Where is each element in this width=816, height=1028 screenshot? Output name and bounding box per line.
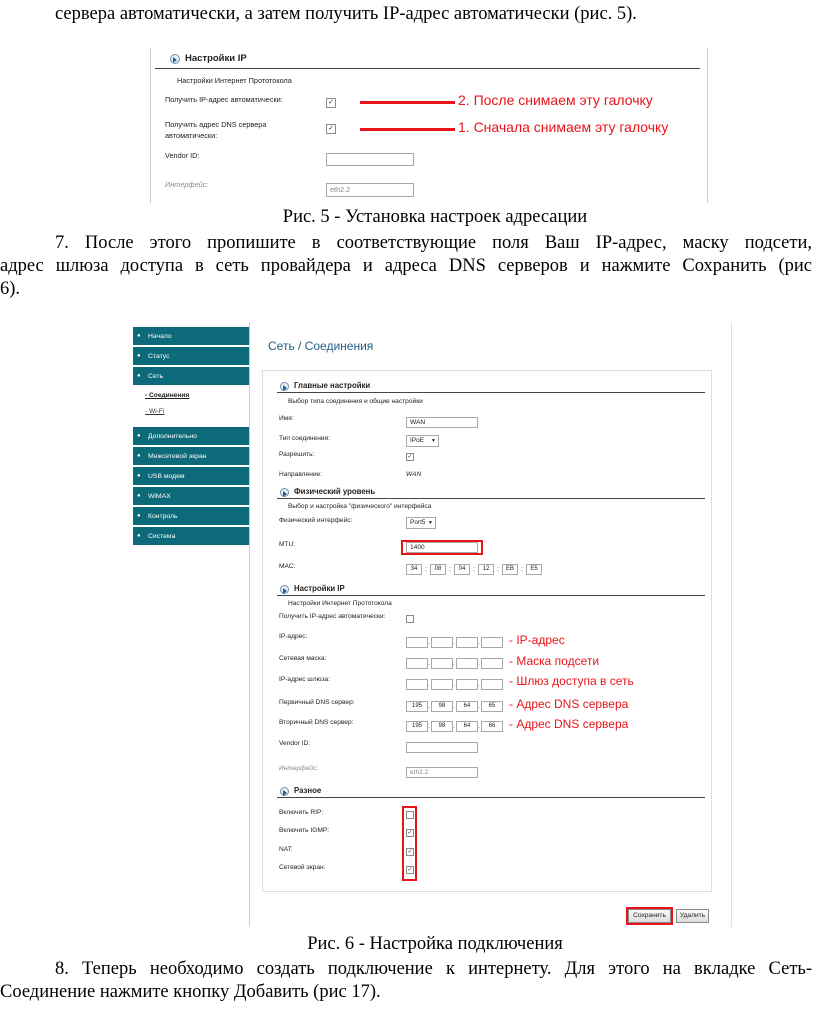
ip-octet[interactable]: [431, 637, 453, 648]
phys-iface-label: Физический интерфейс:: [279, 517, 353, 524]
main-settings-title: Главные настройки: [294, 381, 371, 390]
main-settings-subtitle: Выбор типа соединения и общие настройки: [288, 398, 423, 405]
mtu-label: MTU:: [279, 541, 296, 548]
mask-octet[interactable]: [481, 658, 503, 669]
dns2-octet[interactable]: 195: [406, 721, 428, 732]
section-arrow-icon: [280, 787, 289, 796]
dns1-octet[interactable]: 65: [481, 701, 503, 712]
dns2-label: Вторичный DNS сервер:: [279, 719, 354, 726]
vendor-id-input[interactable]: [406, 742, 478, 753]
nav-start[interactable]: ● Начало: [133, 327, 249, 346]
phys-title: Физический уровень: [294, 487, 376, 496]
nav-system[interactable]: ● Система: [133, 527, 249, 546]
paragraph-7: 7. После этого пропишите в соответствующие поля Ваш IP-адрес, маску подсети,: [55, 233, 812, 253]
dns2-octet[interactable]: 98: [431, 721, 453, 732]
caption-fig5: Рис. 5 - Установка настроек адресации: [282, 207, 588, 227]
nav-network[interactable]: ● Сеть: [133, 367, 249, 386]
ip-octet[interactable]: [406, 637, 428, 648]
gateway-octet[interactable]: [456, 679, 478, 690]
gateway-octet[interactable]: [481, 679, 503, 690]
nav-wimax[interactable]: ● WiMAX: [133, 487, 249, 506]
ip-auto-label: Получить IP-адрес автоматически:: [279, 613, 386, 620]
name-input[interactable]: WAN: [406, 417, 478, 428]
rip-label: Включить RIP:: [279, 809, 324, 816]
section-arrow-icon: [280, 382, 289, 391]
firewall-label: Сетевой экран:: [279, 864, 326, 871]
mac-octet[interactable]: E5: [526, 564, 542, 575]
annotation-step-1: 1. Сначала снимаем эту галочку: [458, 119, 669, 135]
ip-octet[interactable]: [481, 637, 503, 648]
ip-octet[interactable]: [456, 637, 478, 648]
vendor-id-label: Vendor ID:: [165, 151, 200, 160]
annotation-dns2: - Адрес DNS сервера: [509, 717, 629, 731]
page-title: Сеть / Соединения: [268, 339, 374, 353]
annotation-mask: - Маска подсети: [509, 654, 600, 668]
nat-checkbox[interactable]: ✓: [407, 849, 413, 855]
ip-auto-label: Получить IP-адрес автоматически:: [165, 95, 283, 104]
dns-auto-label: Получить адрес DNS сервера: [165, 120, 267, 129]
firewall-checkbox[interactable]: ✓: [407, 867, 413, 873]
dns-auto-checkbox[interactable]: ✓: [326, 124, 336, 134]
igmp-label: Включить IGMP:: [279, 827, 330, 834]
nav-status[interactable]: ● Статус: [133, 347, 249, 366]
ip-settings-title: Настройки IP: [294, 584, 345, 593]
paragraph-7-line3: 6).: [0, 279, 21, 299]
name-label: Имя:: [279, 415, 294, 422]
interface-field: eth2.2: [326, 183, 414, 197]
mac-octet[interactable]: EB: [502, 564, 518, 575]
nav-usb-modem[interactable]: ● USB модем: [133, 467, 249, 486]
annotation-ip: - IP-адрес: [509, 633, 565, 647]
chevron-down-icon: ▼: [431, 438, 436, 444]
annotation-dns1: - Адрес DNS сервера: [509, 697, 629, 711]
paragraph-7-line2: адрес шлюза доступа в сеть провайдера и адреса DNS серверов и нажмите Сохранить (рис: [0, 256, 812, 276]
misc-title: Разное: [294, 786, 322, 795]
section-arrow-icon: [280, 488, 289, 497]
nav-firewall[interactable]: ● Межсетевой экран: [133, 447, 249, 466]
direction-label: Направление:: [279, 471, 323, 478]
nav-wifi[interactable]: - Wi-Fi: [145, 408, 165, 415]
figure-6: ● Начало ● Статус ● Сеть - Соединения - Wi-Fi ● Дополнительно ● Межсетевой экран ● USB модем ● WiMAX ● Контроль ● Система Сеть / Соединения Главные настройки Выбор типа соединения и общие настройки Имя: WAN Тип соединения: IPoE ▼ Разрешить: ✓ Направление: WAN Физический уровень Выбор и настройка "физического" интерфейса Физический интерфейс: Port5 ▼ MTU: 1400 MAC: 34 : 08 : 04 : 12 : EB : E5 Настройки IP Настройки Интернет Прототокола Получить IP-адрес автоматически: IP-адрес: . . . - IP-адрес Сетевая маска: . . . - Маска подсети IP-адрес шлюза: . . . - Шлюз доступа в сеть Первичный DNS сервер: 195 . 98 . 64 . 65 - Адрес DNS сервера Вторичный DNS сервер: 195 . 98 . 64 . 66 - Адрес DNS сервера Vendor ID: Интерфейс: eth2.2 Разное Включить RIP: Включить IGMP: ✓ NAT: ✓ Сетевой экран: ✓ Сохранить Удалить: [0, 0, 816, 1028]
nav-control[interactable]: ● Контроль: [133, 507, 249, 526]
dns2-octet[interactable]: 66: [481, 721, 503, 732]
ip-settings-subtitle: Настройки Интернет Прототокола: [288, 600, 392, 607]
caption-fig6: Рис. 6 - Настройка подключения: [307, 934, 563, 954]
direction-value: WAN: [406, 471, 422, 478]
nav-connections[interactable]: - Соединения: [145, 392, 190, 399]
ip-address-label: IP-адрес:: [279, 633, 308, 640]
mac-octet[interactable]: 08: [430, 564, 446, 575]
interface-field: eth2.2: [406, 767, 478, 778]
dns1-octet[interactable]: 98: [431, 701, 453, 712]
dns1-octet[interactable]: 195: [406, 701, 428, 712]
section-title: Настройки IP: [185, 53, 247, 64]
mask-label: Сетевая маска:: [279, 655, 327, 662]
nat-label: NAT:: [279, 846, 293, 853]
mask-octet[interactable]: [406, 658, 428, 669]
section-subtitle: Настройки Интернет Прототокола: [177, 76, 292, 85]
nav-advanced[interactable]: ● Дополнительно: [133, 427, 249, 446]
dns-auto-label-2: автоматически:: [165, 131, 218, 140]
dns2-octet[interactable]: 64: [456, 721, 478, 732]
ip-auto-checkbox[interactable]: ✓: [326, 98, 336, 108]
phys-subtitle: Выбор и настройка "физического" интерфейса: [288, 503, 432, 510]
delete-button[interactable]: Удалить: [676, 909, 709, 923]
gateway-octet[interactable]: [406, 679, 428, 690]
type-label: Тип соединения:: [279, 435, 330, 442]
ip-auto-checkbox[interactable]: [406, 615, 414, 623]
igmp-checkbox[interactable]: ✓: [407, 830, 413, 836]
mask-octet[interactable]: [456, 658, 478, 669]
gateway-octet[interactable]: [431, 679, 453, 690]
type-select[interactable]: IPoE ▼: [406, 435, 439, 447]
mtu-input[interactable]: 1400: [406, 542, 478, 553]
annotation-step-2: 2. После снимаем эту галочку: [458, 92, 653, 108]
mac-octet[interactable]: 12: [478, 564, 494, 575]
annotation-gateway: - Шлюз доступа в сеть: [509, 674, 634, 688]
dns1-label: Первичный DNS сервер:: [279, 699, 355, 706]
interface-label: Интерфейс:: [279, 765, 319, 772]
gateway-label: IP-адрес шлюза:: [279, 676, 331, 683]
chevron-down-icon: ▼: [428, 520, 433, 526]
mac-octet[interactable]: 34: [406, 564, 422, 575]
mac-label: MAC:: [279, 563, 296, 570]
dns1-octet[interactable]: 64: [456, 701, 478, 712]
paragraph-8-line2: Соединение нажмите кнопку Добавить (рис 17).: [0, 982, 381, 1002]
mask-octet[interactable]: [431, 658, 453, 669]
paragraph-8: 8. Теперь необходимо создать подключение к интернету. Для этого на вкладке Сеть-: [55, 959, 812, 979]
mac-octet[interactable]: 04: [454, 564, 470, 575]
phys-iface-select[interactable]: Port5 ▼: [406, 517, 436, 529]
section-arrow-icon: [280, 585, 289, 594]
save-button[interactable]: Сохранить: [628, 909, 671, 923]
doc-line: сервера автоматически, а затем получить IP-адрес автоматически (рис. 5).: [55, 4, 637, 24]
vendor-id-label: Vendor ID:: [279, 740, 311, 747]
interface-label: Интерфейс:: [165, 180, 209, 189]
allow-label: Разрешить:: [279, 451, 315, 458]
allow-checkbox[interactable]: ✓: [407, 454, 413, 460]
